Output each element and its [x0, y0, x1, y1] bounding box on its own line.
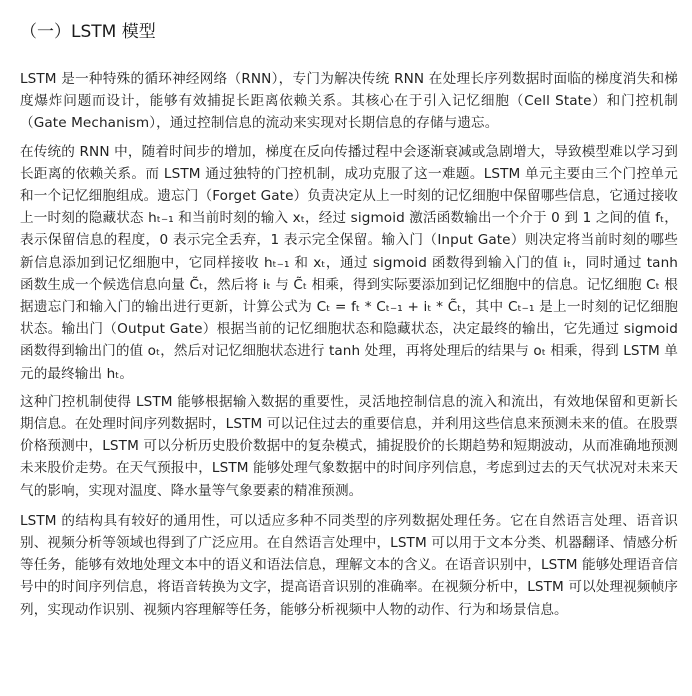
paragraph-gates: 在传统的 RNN 中，随着时间步的增加，梯度在反向传播过程中会逐渐衰减或急剧增大，导致模型难以学习到长距离的依赖关系。而 LSTM 通过独特的门控机制，成功克服了这一难题。LSTM 单元主要由三个门控单元和一个记忆细胞组成。遗忘门（Forget Gate）负责决定从上一时刻的记忆细胞中保留哪些信息，它通过接收上一时刻的隐藏状态 hₜ₋₁ 和当前时刻的输入 xₜ，经过 sigmoid 激活函数输出一个介于 0 到 1 之间的值 fₜ，表示保留信息的程度，0 表示完全丢弃，1 表示完全保留。输入门（Input Gate）则决定将当前时刻的哪些新信息添加到记忆细胞中，它同样接收 hₜ₋₁ 和 xₜ，通过 sigmoid 函数得到输入门的值 iₜ，同时通过 tanh 函数生成一个候选信息向量 C̃ₜ，然后将 iₜ 与 C̃ₜ 相乘，得到实际要添加到记忆细胞中的信息。记忆细胞 Cₜ 根据遗忘门和输入门的输出进行更新，计算公式为 Cₜ = fₜ * Cₜ₋₁ + iₜ * C̃ₜ，其中 Cₜ₋₁ 是上一时刻的记忆细胞状态。输出门（Output Gate）根据当前的记忆细胞状态和隐藏状态，决定最终的输出，它先通过 sigmoid 函数得到输出门的值 oₜ，然后对记忆细胞状态进行 tanh 处理，再将处理后的结果与 oₜ 相乘，得到 LSTM 单元的最终输出 hₜ。 — [20, 143, 678, 382]
paragraph-applications-time-series: 这种门控机制使得 LSTM 能够根据输入数据的重要性，灵活地控制信息的流入和流出，有效地保留和更新长期信息。在处理时间序列数据时，LSTM 可以记住过去的重要信息，并利用这些信息来预测未来的值。在股票价格预测中，LSTM 可以分析历史股价数据中的复杂模式，捕捉股价的长期趋势和短期波动，从而准确地预测未来股价走势。在天气预报中，LSTM 能够处理气象数据中的时间序列信息，考虑到过去的天气状况对未来天气的影响，实现对温度、降水量等气象要素的精准预测。 — [20, 393, 678, 499]
section-heading: （一）LSTM 模型 — [20, 22, 156, 42]
paragraph-intro: LSTM 是一种特殊的循环神经网络（RNN），专门为解决传统 RNN 在处理长序列数据时面临的梯度消失和梯度爆炸问题而设计，能够有效捕捉长距离依赖关系。其核心在于引入记忆细胞（Cell State）和门控机制（Gate Mechanism），通过控制信息的流动来实现对长期信息的存储与遗忘。 — [20, 71, 678, 132]
paragraph-applications-general: LSTM 的结构具有较好的通用性，可以适应多种不同类型的序列数据处理任务。它在自然语言处理、语音识别、视频分析等领域也得到了广泛应用。在自然语言处理中，LSTM 可以用于文本分类、机器翻译、情感分析等任务，能够有效地处理文本中的语义和语法信息，理解文本的含义。在语音识别中，LSTM 能够处理语音信号中的时间序列信息，将语音转换为文字，提高语音识别的准确率。在视频分析中，LSTM 可以处理视频帧序列，实现动作识别、视频内容理解等任务，能够分析视频中人物的动作、行为和场景信息。 — [20, 512, 678, 618]
